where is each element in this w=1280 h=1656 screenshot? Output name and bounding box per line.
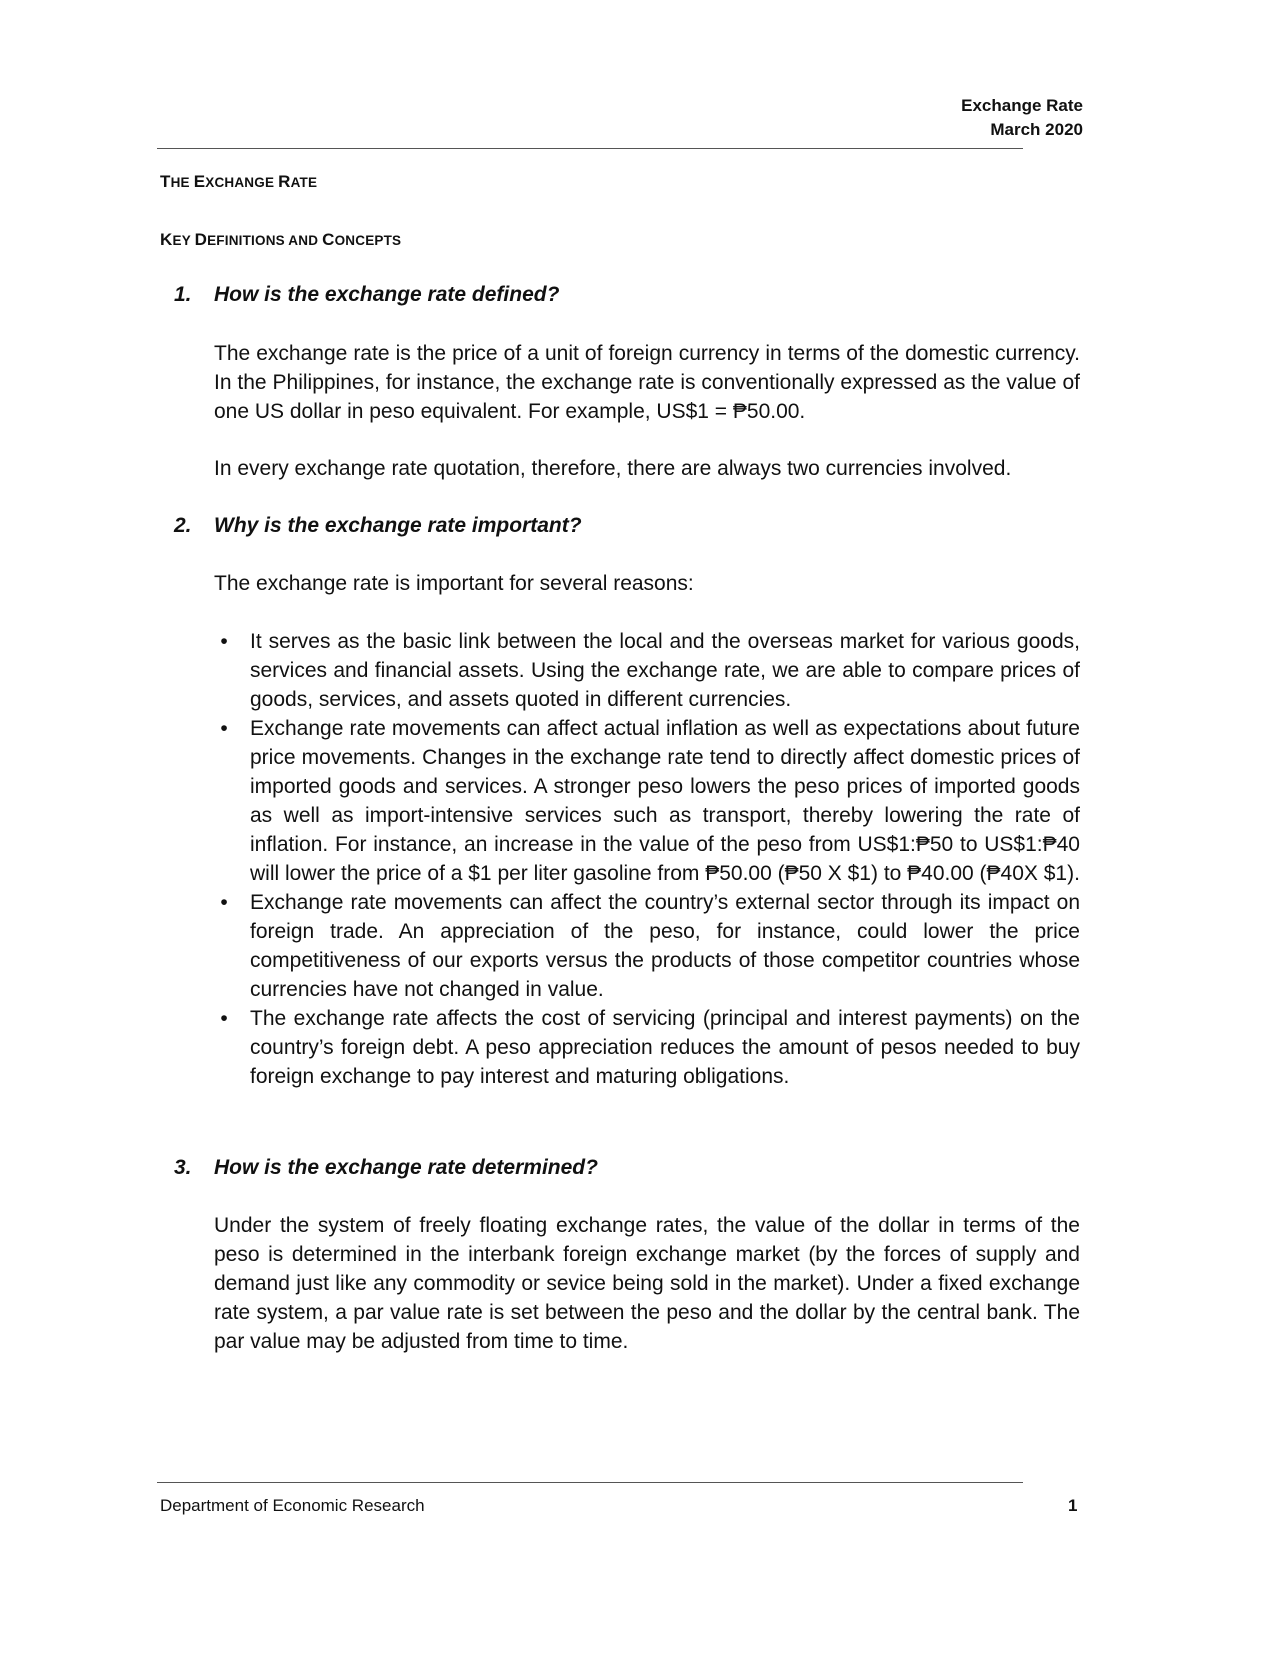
- list-item: [214, 714, 1080, 888]
- bullet-icon: •: [220, 1007, 228, 1030]
- title-part: XCHANGE: [205, 175, 279, 190]
- question-2: [174, 512, 582, 540]
- title-part: ATE: [290, 175, 318, 190]
- list-item: [214, 1004, 1080, 1091]
- heading-part: D: [194, 230, 208, 249]
- running-header: [961, 94, 1083, 142]
- document-title: [160, 172, 317, 192]
- q1-note-paragraph: In every exchange rate quotation, therefore, there are always two currencies involved.: [214, 457, 1012, 480]
- list-item: [214, 627, 1080, 714]
- list-item-text: It serves as the basic link between the local and the overseas market for various goods, services and financial assets. Using the exchange rate, we are able to compare prices of goods, services, and assets quoted in different currencies.: [250, 630, 1080, 711]
- question-3: [174, 1154, 598, 1182]
- list-item-text: Exchange rate movements can affect the country’s external sector through its impact on foreign trade. An appreciation of the peso, for instance, could lower the price competitiveness of our exports versus the products of those competitor countries whose currencies have not changed in value.: [250, 891, 1080, 1001]
- bullet-icon: •: [220, 891, 228, 914]
- list-item-text: The exchange rate affects the cost of servicing (principal and interest payments) on the country’s foreign debt. A peso appreciation reduces the amount of pesos needed to buy foreign exchange to pay interest and maturing obligations.: [250, 1007, 1080, 1088]
- header-date: March 2020: [990, 120, 1083, 139]
- heading-part: K: [160, 230, 173, 249]
- heading-part: EY: [172, 233, 195, 248]
- title-part: T: [160, 172, 171, 191]
- heading-part: C: [322, 230, 335, 249]
- reasons-list: [214, 627, 1080, 1091]
- footer-department: Department of Economic Research: [160, 1496, 425, 1515]
- page-number: 1: [1068, 1496, 1078, 1515]
- question-text: How is the exchange rate determined?: [214, 1156, 598, 1179]
- question-number: 1.: [174, 283, 192, 306]
- q2-intro-paragraph: The exchange rate is important for several reasons:: [214, 572, 694, 595]
- heading-part: EFINITIONS AND: [207, 233, 323, 248]
- bullet-icon: •: [220, 717, 228, 740]
- section-heading: [160, 230, 401, 250]
- header-rule: [157, 148, 1023, 149]
- question-number: 3.: [174, 1156, 192, 1179]
- q3-answer-paragraph: Under the system of freely floating exchange rates, the value of the dollar in terms of the peso is determined in the interbank foreign exchange market (by the forces of supply and demand just like any commodity or sevice being sold in the market). Under a fixed exchange rate system, a par value rate is set between the peso and the dollar by the central bank. The par value may be adjusted from time to time.: [214, 1214, 1080, 1353]
- question-text: How is the exchange rate defined?: [214, 283, 560, 306]
- list-item: [214, 888, 1080, 1004]
- footer-rule: [157, 1482, 1023, 1483]
- heading-part: ONCEPTS: [334, 233, 402, 248]
- title-part: HE: [170, 175, 194, 190]
- list-item-text: Exchange rate movements can affect actual inflation as well as expectations about future price movements. Changes in the exchange rate tend to directly affect domestic prices of imported goods and services. A stronger peso lowers the peso prices of imported goods as well as import-intensive services such as transport, thereby lowering the rate of inflation. For instance, an increase in the value of the peso from US$1:₱50 to US$1:₱40 will lower the price of a $1 per liter gasoline from ₱50.00 (₱50 X $1) to ₱40.00 (₱40X $1).: [250, 717, 1080, 885]
- question-text: Why is the exchange rate important?: [214, 514, 582, 537]
- question-number: 2.: [174, 514, 192, 537]
- question-1: [174, 281, 559, 309]
- header-doc-name: Exchange Rate: [961, 96, 1083, 115]
- q1-answer-paragraph: The exchange rate is the price of a unit of foreign currency in terms of the domestic currency. In the Philippines, for instance, the exchange rate is conventionally expressed as the value of one US dollar in peso equivalent. For example, US$1 = ₱50.00.: [214, 342, 1080, 423]
- title-part: R: [278, 172, 291, 191]
- bullet-icon: •: [220, 630, 228, 653]
- title-part: E: [193, 172, 206, 191]
